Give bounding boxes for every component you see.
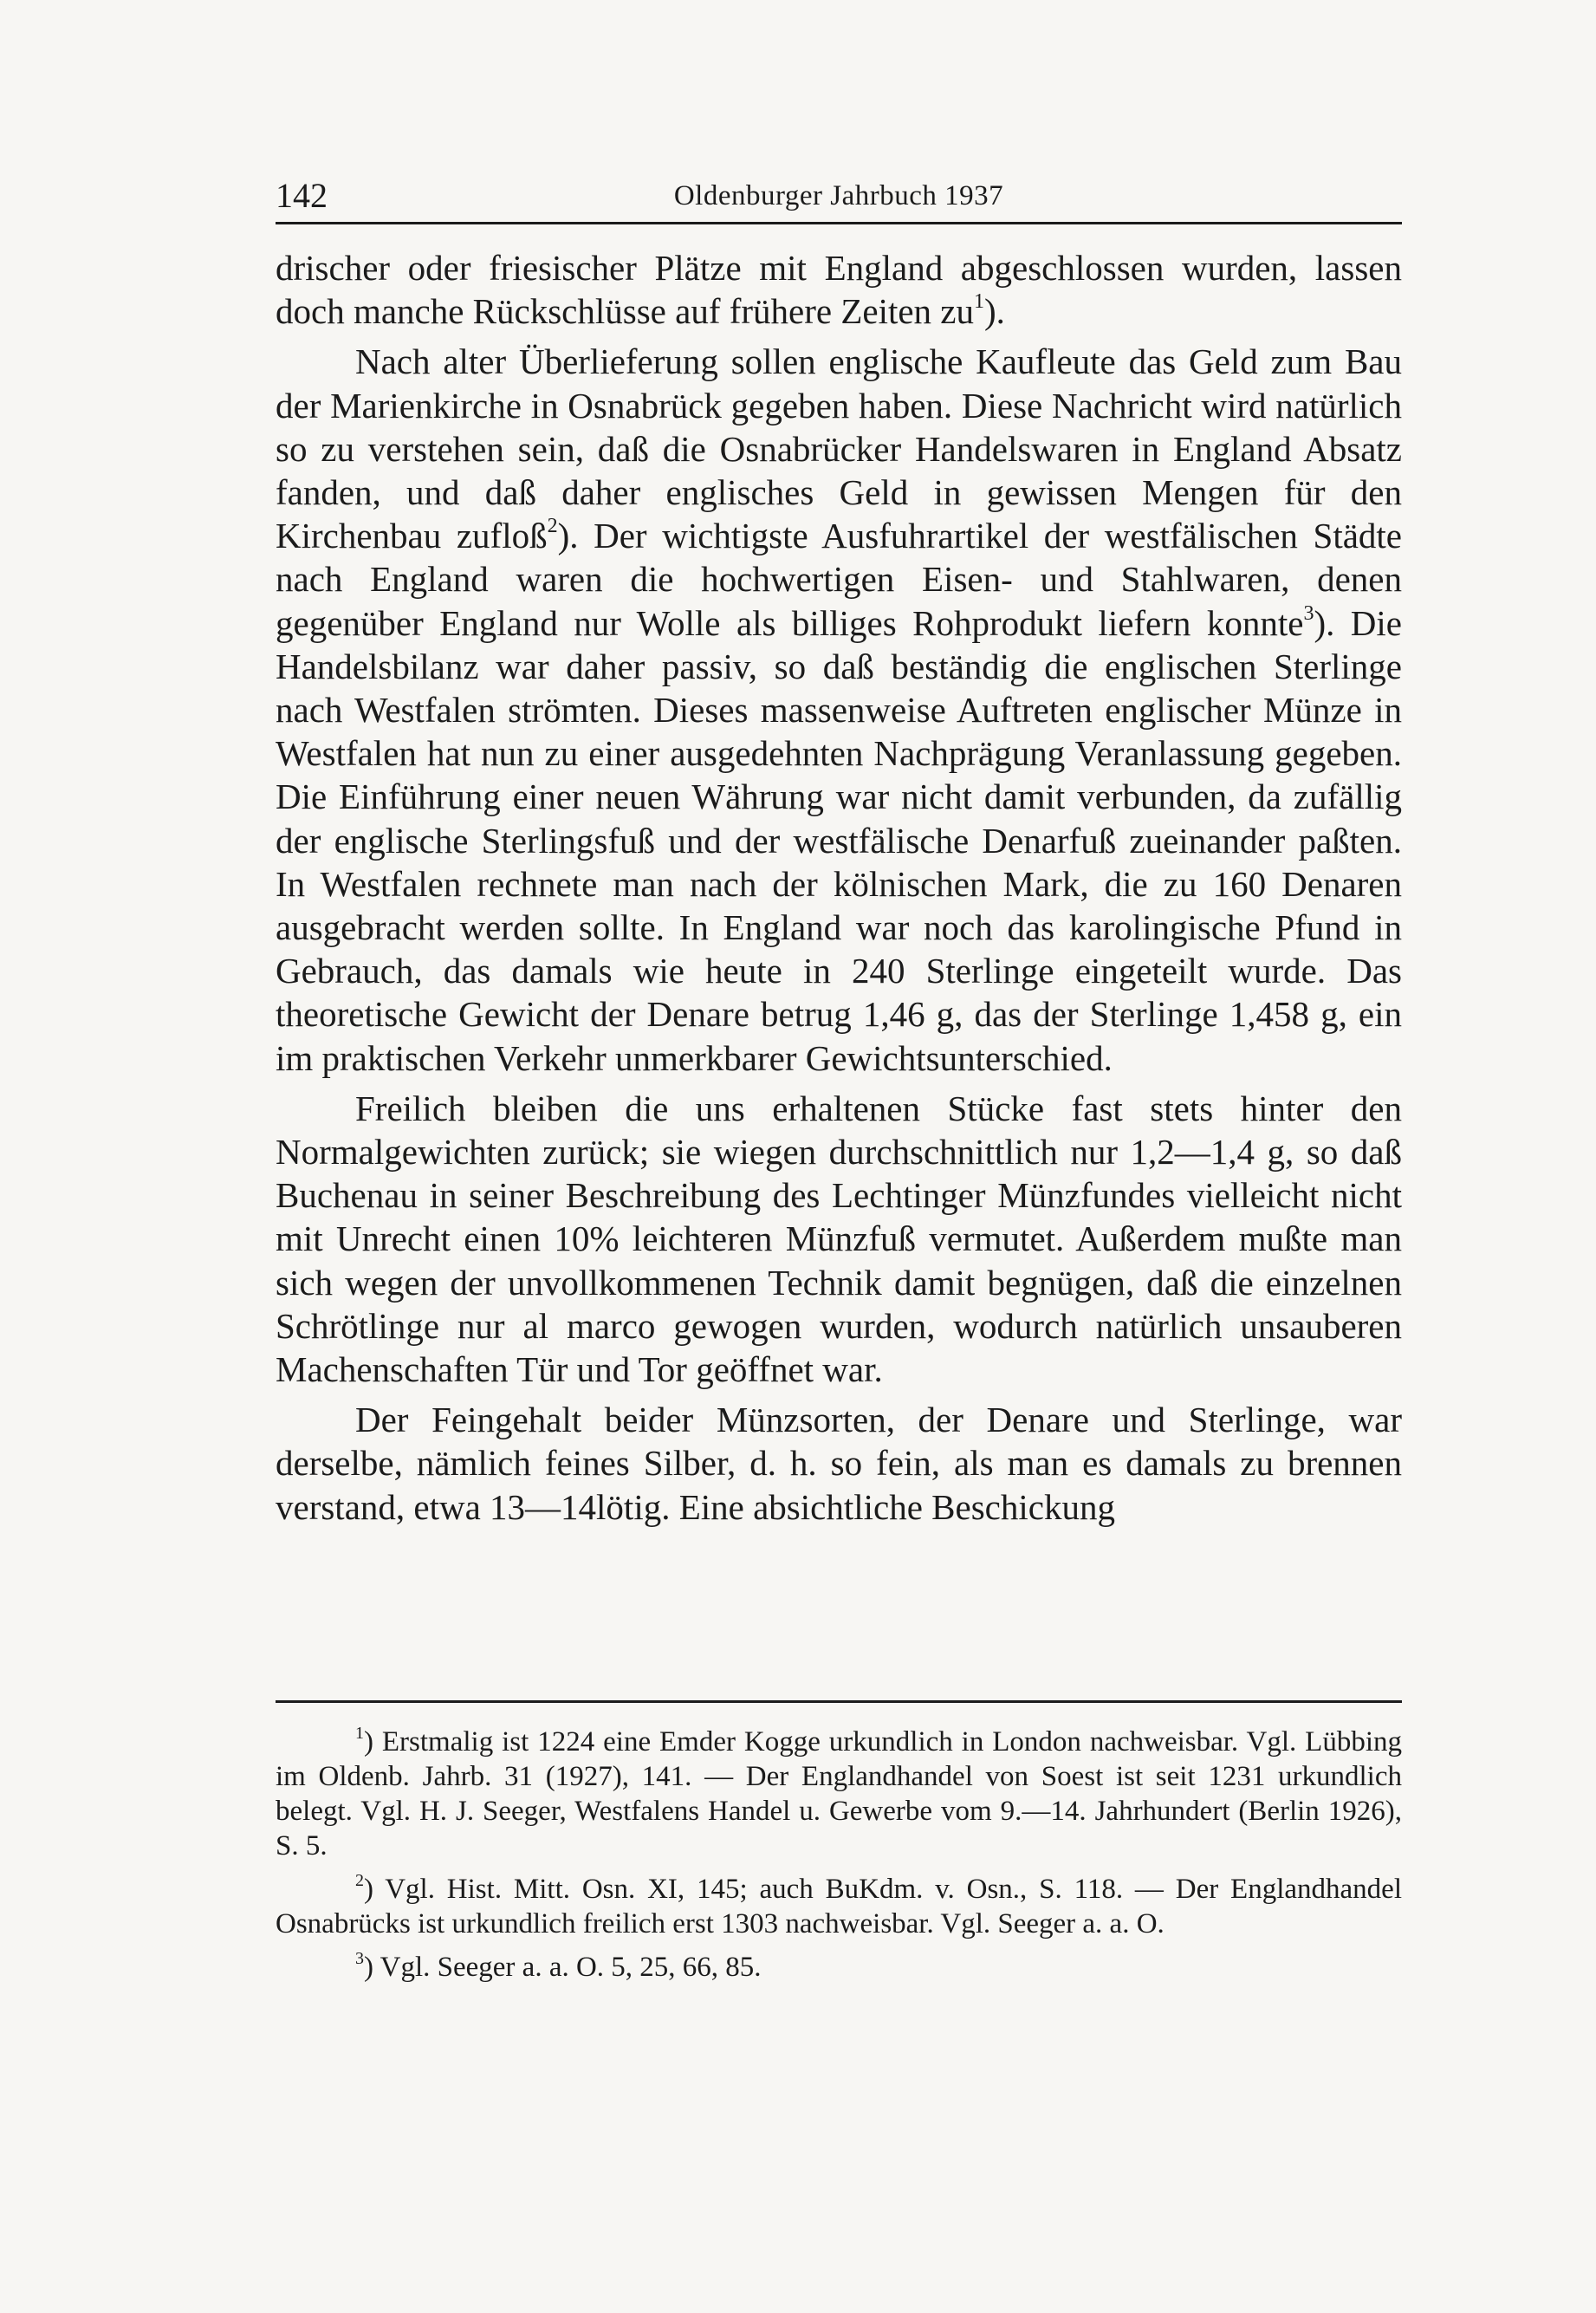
footnote-2: $^2$) Vgl. Hist. Mitt. Osn. XI, 145; auch BuKdm. v. Osn., S. 118. — Der Englandhandel Osnabrücks ist urkundlich freilich erst 1303 nachweisbar. Vgl. Seeger a. a. O. xyxy=(276,1871,1402,1939)
footnote-3: $^3$) Vgl. Seeger a. a. O. 5, 25, 66, 85. xyxy=(355,1949,762,1983)
body-text xyxy=(276,246,1402,1529)
paragraph-3: Freilich bleiben die uns erhaltenen Stücke fast stets hinter den Normalgewichten zurück; sie wiegen durchschnittlich nur 1,2—1,4 g, so daß Buchenau in seiner Beschreibung des Lechtinger Münzfundes vielleicht nicht mit Unrecht einen 10% leichteren Münzfuß vermutet. Außerdem mußte man sich wegen der unvollkommenen Technik damit begnügen, daß die einzelnen Schrötlinge nur al marco gewogen wurden, wodurch natürlich unsauberen Machenschaften Tür und Tor geöffnet war. xyxy=(276,1088,1402,1390)
header-rule xyxy=(276,222,1402,224)
running-head: Oldenburger Jahrbuch 1937 xyxy=(673,180,1004,211)
page-header xyxy=(276,173,1402,218)
page-number: 142 xyxy=(276,176,328,215)
footnotes xyxy=(276,1725,1402,1993)
paragraph-2: Nach alter Überlieferung sollen englische Kaufleute das Geld zum Bau der Marienkirche in Osnabrück gegeben haben. Diese Nachricht wird natürlich so zu verstehen sein, daß die Osnabrücker Handelswaren in England Absatz fanden, und daß daher englisches Geld in gewissen Mengen für den Kirchenbau zufloß$^2$). Der wichtigste Ausfuhrartikel der westfälischen Städte nach England waren die hochwertigen Eisen- und Stahlwaren, denen gegenüber England nur Wolle als billiges Rohprodukt liefern konnte$^3$). Die Handelsbilanz war daher passiv, so daß beständig die englischen Sterlinge nach Westfalen strömten. Dieses massenweise Auftreten englischer Münze in Westfalen hat nun zu einer ausgedehnten Nachprägung Veranlassung gegeben. Die Einführung einer neuen Währung war nicht damit verbunden, da zufällig der englische Sterlingsfuß und der westfälische Denarfuß zueinander paßten. In Westfalen rechnete man nach der kölnischen Mark, die zu 160 Denaren ausgebracht werden sollte. In England war noch das karolingische Pfund in Gebrauch, das damals wie heute in 240 Sterlinge eingeteilt wurde. Das theoretische Gewicht der Denare betrug 1,46 g, das der Sterlinge 1,458 g, ein im praktischen Verkehr unmerkbarer Gewichtsunterschied. xyxy=(276,341,1402,1078)
footnote-ref-1: 1 xyxy=(974,290,985,314)
paragraph-4: Der Feingehalt beider Münzsorten, der Denare und Sterlinge, war derselbe, nämlich feines Silber, d. h. so fein, als man es damals zu brennen verstand, etwa 13—14lötig. Eine absichtliche Beschickung xyxy=(276,1400,1402,1527)
footnote-ref-3: 3 xyxy=(1303,601,1314,625)
footnote-ref-2: 2 xyxy=(547,515,558,538)
paragraph-1: drischer oder friesischer Plätze mit England abgeschlossen wurden, lassen doch manche Rückschlüsse auf frühere Zeiten $zu^1$). xyxy=(276,248,1402,332)
footnote-rule xyxy=(276,1700,1402,1703)
footnote-1: $^1$) Erstmalig ist 1224 eine Emder Kogge urkundlich in London nachweisbar. Vgl. Lübbing im Oldenb. Jahrb. 31 (1927), 141. — Der Englandhandel von Soest ist seit 1231 urkundlich belegt. Vgl. H. J. Seeger, Westfalens Handel u. Gewerbe vom 9.—14. Jahrhundert (Berlin 1926), S. 5. xyxy=(276,1724,1402,1861)
